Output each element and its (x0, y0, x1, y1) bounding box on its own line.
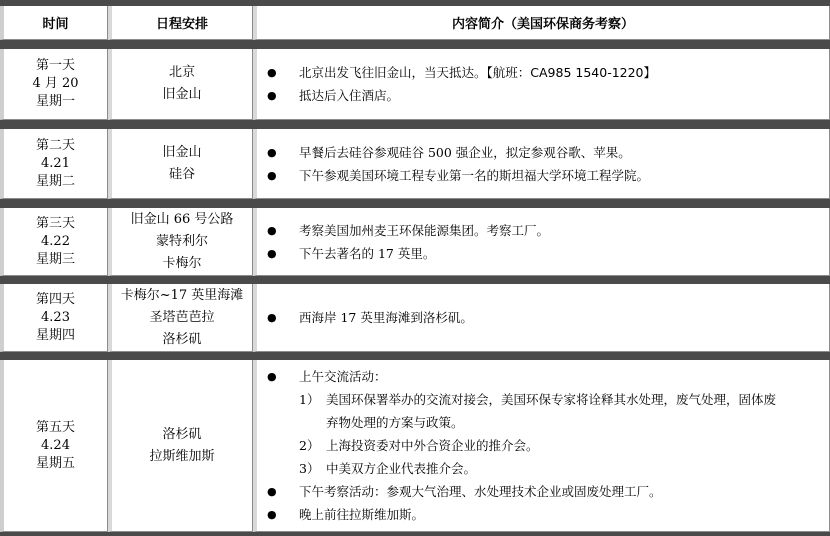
item-text: 下午参观美国环境工程专业第一名的斯坦福大学环境工程学院。 (299, 167, 650, 183)
day-label: 第一天 (35, 58, 75, 73)
place: 拉斯维加斯 (149, 448, 215, 464)
bullet-icon: ● (267, 370, 277, 383)
bullet-icon: ● (267, 89, 277, 102)
day-5-content (253, 360, 830, 532)
date-label: 4.22 (41, 233, 70, 249)
row-separator (0, 276, 830, 284)
day-label: 第五天 (35, 419, 75, 435)
list-item (267, 242, 829, 265)
day-4-content (253, 284, 830, 352)
sub-item-text: 中美双方企业代表推介会。 (326, 461, 477, 476)
weekday-label: 星期四 (35, 327, 75, 343)
bullet-icon: ● (267, 168, 277, 182)
day-5-time (0, 360, 108, 532)
bullet-icon: ● (267, 66, 277, 79)
day-1-content (253, 49, 830, 120)
place: 旧金山 (162, 144, 202, 160)
day-label: 第二天 (35, 137, 75, 153)
bullet-icon: ● (267, 508, 277, 521)
sub-item-number: 1） (299, 392, 320, 407)
day-label: 第三天 (35, 215, 75, 231)
header-content: 内容简介（美国环保商务考察） (253, 6, 830, 40)
row-separator (0, 120, 830, 129)
list-item (267, 503, 829, 526)
date-label: 4.21 (41, 155, 70, 171)
day-4-schedule (108, 284, 253, 352)
item-text: 考察美国加州麦王环保能源集团。考察工厂。 (299, 222, 550, 238)
item-text: 抵达后入住酒店。 (299, 88, 400, 103)
list-item (267, 84, 829, 107)
bullet-icon: ● (267, 485, 277, 498)
day-5-schedule (108, 360, 253, 532)
item-text: 西海岸 17 英里海滩到洛杉矶。 (299, 310, 473, 325)
day-4-time (0, 284, 108, 352)
place: 旧金山 66 号公路 (130, 211, 234, 227)
day-2-schedule (108, 129, 253, 199)
item-text: 晚上前往拉斯维加斯。 (299, 507, 425, 522)
sub-item-number: 3） (299, 461, 320, 476)
place: 卡梅尔~17 英里海滩 (120, 287, 244, 303)
sub-item-continuation: 弃物处理的方案与政策。 (326, 415, 464, 430)
item-text: 下午去著名的 17 英里。 (299, 245, 436, 261)
list-item (267, 61, 829, 84)
header-time: 时间 (0, 6, 108, 40)
weekday-label: 星期三 (35, 251, 75, 267)
place: 旧金山 (162, 87, 202, 102)
day-3-content (253, 208, 830, 276)
date-label: 4.24 (41, 437, 70, 453)
row-separator (0, 352, 830, 360)
place: 北京 (168, 65, 195, 80)
list-item (267, 306, 829, 329)
sub-item-number: 2） (299, 438, 320, 453)
place: 圣塔芭芭拉 (149, 309, 215, 325)
sub-item (267, 388, 829, 411)
list-item (267, 141, 829, 164)
row-separator (0, 532, 830, 536)
date-label: 4 月 20 (32, 76, 79, 91)
row-separator (0, 40, 830, 49)
weekday-label: 星期一 (35, 94, 75, 109)
day-1-schedule (108, 49, 253, 120)
day-3-schedule (108, 208, 253, 276)
place: 卡梅尔 (162, 255, 202, 271)
day-1-time (0, 49, 108, 120)
place: 蒙特利尔 (155, 233, 208, 249)
list-item (267, 480, 829, 503)
item-text: 北京出发飞往旧金山，当天抵达。【航班：CA985 1540-1220】 (299, 65, 657, 80)
bullet-icon: ● (267, 223, 277, 237)
place: 洛杉矶 (162, 331, 202, 347)
bullet-icon: ● (267, 311, 277, 324)
item-text: 上午交流活动： (299, 369, 387, 384)
bullet-icon: ● (267, 145, 277, 159)
day-label: 第四天 (35, 291, 75, 307)
day-2-time (0, 129, 108, 199)
sub-item (267, 434, 829, 457)
place: 硅谷 (168, 166, 195, 182)
bullet-icon: ● (267, 246, 277, 260)
date-label: 4.23 (41, 309, 70, 325)
row-separator (0, 199, 830, 208)
list-item (267, 164, 829, 187)
sub-item (267, 457, 829, 480)
list-item (267, 365, 829, 388)
sub-item-text: 美国环保署举办的交流对接会，美国环保专家将诠释其水处理，废气处理，固体废 (326, 392, 777, 407)
sub-item-text: 上海投资委对中外合资企业的推介会。 (326, 438, 539, 453)
place: 洛杉矶 (162, 426, 202, 442)
item-text: 下午考察活动：参观大气治理、水处理技术企业或固废处理工厂。 (299, 484, 662, 499)
header-schedule: 日程安排 (108, 6, 253, 40)
item-text: 早餐后去硅谷参观硅谷 500 强企业，拟定参观谷歌、苹果。 (299, 144, 631, 160)
weekday-label: 星期五 (35, 455, 75, 471)
weekday-label: 星期二 (35, 173, 75, 189)
day-2-content (253, 129, 830, 199)
list-item (267, 219, 829, 242)
day-3-time (0, 208, 108, 276)
